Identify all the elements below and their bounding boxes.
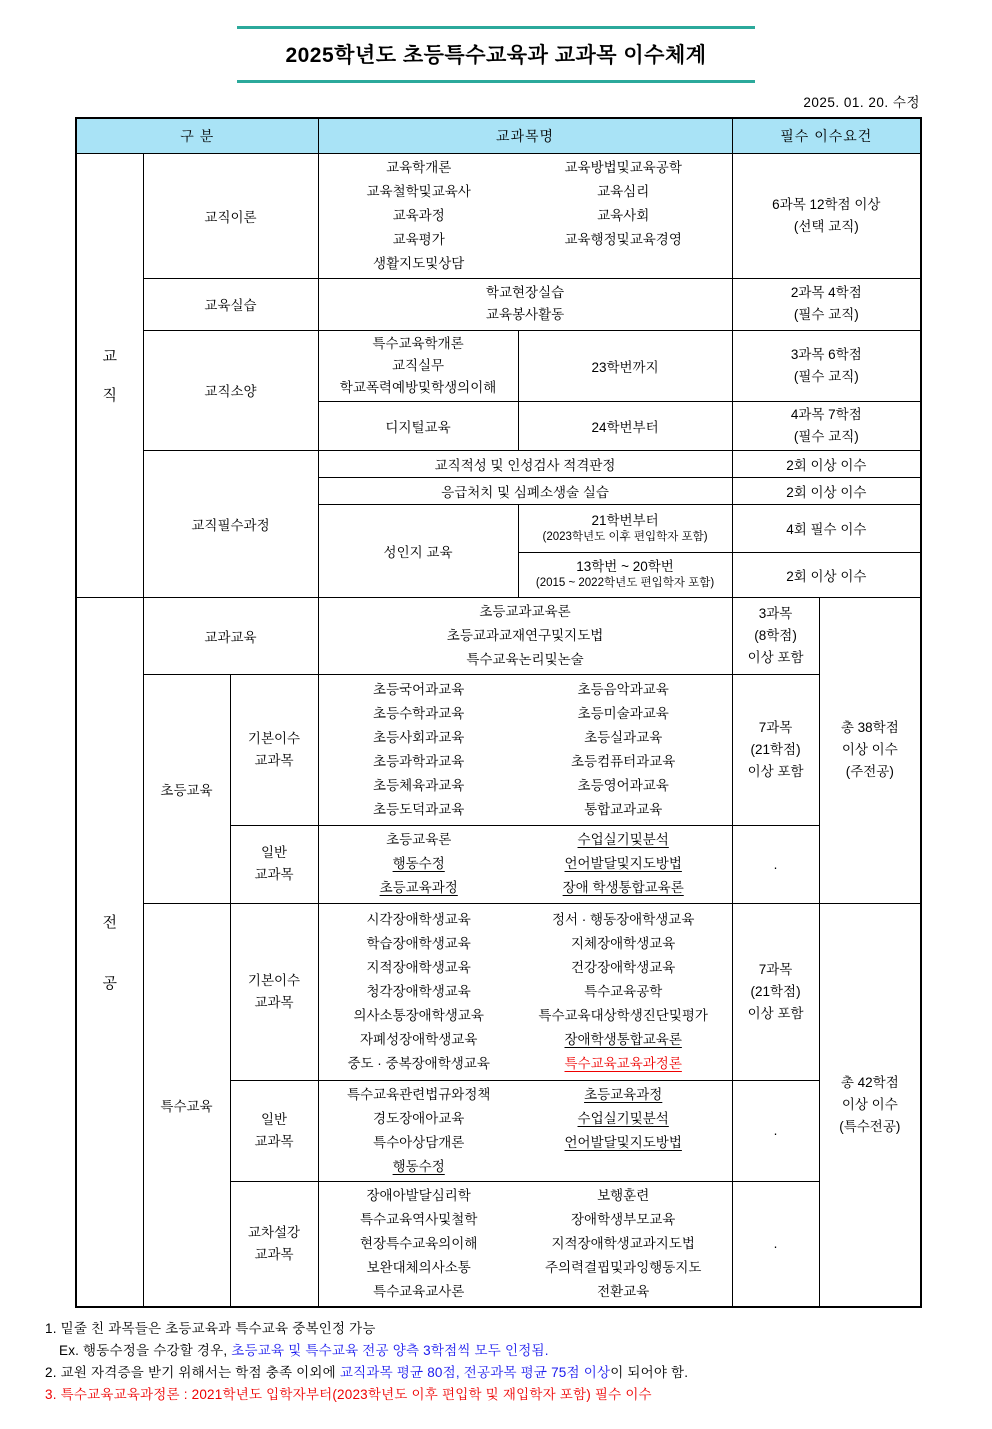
req-line: 3과목 — [758, 605, 793, 621]
course: 특수아상담개론 — [373, 1134, 465, 1150]
courses-teuksu-basic — [318, 903, 732, 1080]
table-row — [76, 597, 921, 674]
courses-chodeung-basic — [318, 674, 732, 825]
course: 장애아발달심리학 — [366, 1187, 471, 1203]
course: 지적장애학생교육 — [366, 959, 471, 975]
table-header-row — [76, 118, 921, 153]
course: 수업실기및분석 — [577, 1110, 669, 1126]
cohort-soyang-1: 23학번까지 — [518, 330, 732, 401]
req-line: (필수 교직) — [793, 368, 859, 384]
course: 초등실과교육 — [584, 729, 663, 745]
course: 생활지도및상담 — [373, 255, 465, 271]
total-line: 총 42학점 — [840, 1074, 899, 1090]
header-category: 구 분 — [76, 118, 318, 153]
course: 초등교육과정 — [584, 1086, 663, 1102]
req-line: (8학점) — [754, 627, 797, 643]
course: 건강장애학생교육 — [571, 959, 676, 975]
course: 교육과정 — [392, 207, 445, 223]
course: 특수교육대상학생진단및평가 — [538, 1007, 708, 1023]
course: 특수교육공학 — [584, 983, 663, 999]
course: 특수교육교사론 — [373, 1283, 465, 1299]
course: 정서 · 행동장애학생교육 — [551, 911, 695, 927]
course: 언어발달및지도방법 — [564, 1134, 682, 1150]
course: 특수교육학개론 — [372, 335, 464, 351]
req-soyang-1 — [732, 330, 921, 401]
group-label-char: 교 — [102, 348, 117, 365]
course: 수업실기및분석 — [577, 832, 669, 847]
cat-soyang: 교직소양 — [143, 330, 318, 450]
course: 초등국어과교육 — [373, 681, 465, 697]
group-label-char: 공 — [102, 974, 117, 992]
req-soyang-2 — [732, 401, 921, 450]
course: 특수교육역사및철학 — [360, 1211, 478, 1227]
course: 학교폭력예방및학생의이해 — [339, 379, 497, 395]
cat-chodeung: 초등교육 — [143, 674, 230, 903]
table-row — [76, 674, 921, 825]
footnote-example-black: Ex. 행동수정을 수강할 경우, — [59, 1342, 232, 1358]
cat-line: 교차설강 — [247, 1224, 301, 1240]
req-line: 3과목 6학점 — [790, 346, 862, 362]
footnote-3 — [45, 1384, 992, 1406]
document-title-block — [237, 26, 755, 83]
req-line: 2과목 4학점 — [790, 285, 862, 300]
req-line: 6과목 12학점 이상 — [772, 196, 881, 212]
course: 학교현장실습 — [485, 285, 565, 300]
cat-cross-listed — [230, 1181, 318, 1307]
course-cpr: 응급처치 및 심폐소생술 실습 — [318, 477, 732, 504]
cat-line: 일반 — [260, 845, 288, 860]
footnote-2-black2: 이 되어야 함. — [610, 1364, 689, 1380]
cohort-soyang-2: 24학번부터 — [518, 401, 732, 450]
course: 중도 · 중복장애학생교육 — [347, 1055, 490, 1071]
course: 초등교육과정 — [379, 880, 458, 895]
course-aptitude: 교직적성 및 인성검사 적격판정 — [318, 450, 732, 477]
req-gender-2: 2회 이상 이수 — [732, 552, 921, 597]
course: 보행훈련 — [597, 1187, 650, 1203]
req-line: 4과목 7학점 — [790, 406, 862, 422]
req-gyogwa — [732, 597, 819, 674]
total-line: 이상 이수 — [841, 742, 898, 757]
cat-teuksu-basic — [230, 903, 318, 1080]
req-aptitude: 2회 이상 이수 — [732, 450, 921, 477]
course: 지적장애학생교과지도법 — [551, 1235, 695, 1251]
course: 전환교육 — [597, 1283, 650, 1299]
cat-line: 교과목 — [254, 1133, 294, 1149]
footnotes — [45, 1318, 992, 1406]
course: 경도장애아교육 — [373, 1110, 465, 1126]
course: 지체장애학생교육 — [571, 935, 676, 951]
cat-line: 교과목 — [254, 994, 294, 1010]
course: 교육철학및교육사 — [366, 183, 471, 199]
course: 현장특수교육의이해 — [360, 1235, 478, 1251]
cat-line: 기본이수 — [247, 972, 301, 988]
group-label-char: 전 — [102, 913, 117, 931]
cat-line: 교과목 — [254, 867, 294, 882]
title-bottom-rule — [237, 80, 755, 83]
req-line: (21학점) — [750, 741, 801, 757]
courses-chodeung-general — [318, 825, 732, 903]
total-line: (특수전공) — [839, 1118, 901, 1134]
courses-soyang-2: 디지털교육 — [318, 401, 518, 450]
footnote-1 — [45, 1318, 992, 1340]
req-line: (필수 교직) — [793, 307, 859, 322]
cohort-subline: (2023학년도 이후 편입학자 포함) — [542, 530, 708, 543]
course-gender-edu: 성인지 교육 — [318, 504, 518, 597]
courses-practicum — [318, 278, 732, 330]
req-gender-1: 4회 필수 이수 — [732, 504, 921, 552]
course: 초등교과교재연구및지도법 — [446, 627, 604, 643]
req-teuksu-general: . — [732, 1080, 819, 1181]
cat-line: 교과목 — [254, 752, 294, 768]
req-line: 7과목 — [758, 719, 793, 735]
table-row — [76, 330, 921, 401]
cohort-gender-2 — [518, 552, 732, 597]
req-line: 이상 포함 — [747, 1005, 804, 1021]
course: 초등과학과교육 — [373, 753, 465, 769]
cat-chodeung-general — [230, 825, 318, 903]
courses-teuksu-general — [318, 1080, 732, 1181]
cat-line: 일반 — [260, 1111, 288, 1127]
cat-line: 교과목 — [254, 1246, 294, 1262]
cat-teuksu-general — [230, 1080, 318, 1181]
revision-date: 2025. 01. 20. 수정 — [803, 95, 920, 110]
footnote-2-black1: 2. 교원 자격증을 받기 위해서는 학점 충족 이외에 — [45, 1364, 340, 1380]
group-jeongong — [76, 597, 143, 1307]
footnote-1-text: 1. 밑줄 친 과목들은 초등교육과 특수교육 중복인정 가능 — [45, 1320, 376, 1336]
courses-gyogwa — [318, 597, 732, 674]
cat-gyogwa: 교과교육 — [143, 597, 318, 674]
total-line: 이상 이수 — [841, 1096, 898, 1112]
course: 자폐성장애학생교육 — [360, 1031, 478, 1047]
course: 학습장애학생교육 — [366, 935, 471, 951]
req-line: 이상 포함 — [747, 763, 804, 779]
course: 행동수정 — [392, 1158, 445, 1174]
course: 특수교육관련법규와정책 — [346, 1086, 491, 1102]
footnote-2 — [45, 1362, 992, 1384]
course: 언어발달및지도방법 — [564, 856, 682, 871]
table-row — [76, 153, 921, 278]
course: 행동수정 — [392, 856, 445, 871]
courses-soyang-1 — [318, 330, 518, 401]
req-cross-listed: . — [732, 1181, 819, 1307]
req-line: (필수 교직) — [793, 428, 859, 444]
cohort-line: 13학번 ~ 20학번 — [576, 559, 674, 574]
req-line: 7과목 — [758, 961, 793, 977]
total-line: (주전공) — [845, 764, 894, 779]
req-line: (선택 교직) — [793, 218, 859, 234]
footnote-2-blue: 교직과목 평균 80점, 전공과목 평균 75점 이상 — [339, 1364, 611, 1380]
req-theory — [732, 153, 921, 278]
course: 초등교과교육론 — [479, 603, 571, 619]
course: 초등교육론 — [386, 832, 452, 847]
table-row — [76, 278, 921, 330]
footnote-3-text: 3. 특수교육교육과정론 : 2021학년도 입학자부터(2023학년도 이후 편입학 및 재입학자 포함) 필수 이수 — [45, 1386, 652, 1402]
course: 통합교과교육 — [584, 801, 663, 817]
course: 초등수학과교육 — [373, 705, 465, 721]
cohort-subline: (2015 ~ 2022학년도 편입학자 포함) — [535, 577, 715, 589]
header-course-name: 교과목명 — [318, 118, 732, 153]
course: 초등사회과교육 — [373, 729, 465, 745]
req-chodeung-general: . — [732, 825, 819, 903]
course: 특수교육논리및논술 — [466, 651, 584, 667]
course: 교육행정및교육경영 — [564, 231, 682, 247]
cat-line: 기본이수 — [247, 730, 301, 746]
total-main-major — [819, 597, 921, 903]
course: 장애 학생통합교육론 — [562, 880, 684, 895]
course: 교육방법및교육공학 — [564, 159, 682, 175]
course: 초등미술과교육 — [577, 705, 669, 721]
group-label-char: 직 — [102, 387, 117, 404]
course: 교육평가 — [392, 231, 445, 247]
course-highlighted: 특수교육교육과정론 — [564, 1055, 682, 1071]
courses-theory — [318, 153, 732, 278]
cat-required: 교직필수과정 — [143, 450, 318, 597]
group-gyojik — [76, 153, 143, 597]
req-teuksu-basic — [732, 903, 819, 1080]
footnote-example — [59, 1340, 992, 1362]
course: 초등도덕과교육 — [373, 801, 465, 817]
course: 교육심리 — [597, 183, 650, 199]
cat-practicum: 교육실습 — [143, 278, 318, 330]
course: 초등영어과교육 — [577, 777, 669, 793]
cat-chodeung-basic — [230, 674, 318, 825]
req-line: (21학점) — [750, 983, 801, 999]
course: 초등음악과교육 — [577, 681, 669, 697]
course: 의사소통장애학생교육 — [353, 1007, 484, 1023]
total-special-major — [819, 903, 921, 1307]
course: 초등컴퓨터과교육 — [571, 753, 676, 769]
total-line: 총 38학점 — [840, 720, 899, 735]
cohort-gender-1 — [518, 504, 732, 552]
course: 교직실무 — [391, 357, 445, 373]
course: 시각장애학생교육 — [366, 911, 471, 927]
header-requirement: 필수 이수요건 — [732, 118, 921, 153]
course: 장애학생통합교육론 — [564, 1031, 682, 1047]
course: 청각장애학생교육 — [366, 983, 471, 999]
courses-cross-listed — [318, 1181, 732, 1307]
course: 보완대체의사소통 — [366, 1259, 471, 1275]
cat-teuksu: 특수교육 — [143, 903, 230, 1307]
course: 주의력결핍및과잉행동지도 — [544, 1259, 702, 1275]
course: 교육봉사활동 — [485, 307, 565, 322]
course: 초등체육과교육 — [373, 777, 465, 793]
cat-theory: 교직이론 — [143, 153, 318, 278]
req-line: 이상 포함 — [747, 649, 804, 665]
cohort-line: 21학번부터 — [591, 512, 659, 528]
course: 장애학생부모교육 — [571, 1211, 676, 1227]
course: 교육사회 — [597, 207, 650, 223]
page-title: 2025학년도 초등특수교육과 교과목 이수체계 — [285, 44, 707, 67]
req-cpr: 2회 이상 이수 — [732, 477, 921, 504]
course: 교육학개론 — [386, 159, 452, 175]
table-row — [76, 903, 921, 1080]
req-chodeung-basic — [732, 674, 819, 825]
req-practicum — [732, 278, 921, 330]
curriculum-table — [75, 117, 922, 1308]
table-row — [76, 450, 921, 477]
footnote-example-blue: 초등교육 및 특수교육 전공 양측 3학점씩 모두 인정됨. — [231, 1342, 549, 1358]
